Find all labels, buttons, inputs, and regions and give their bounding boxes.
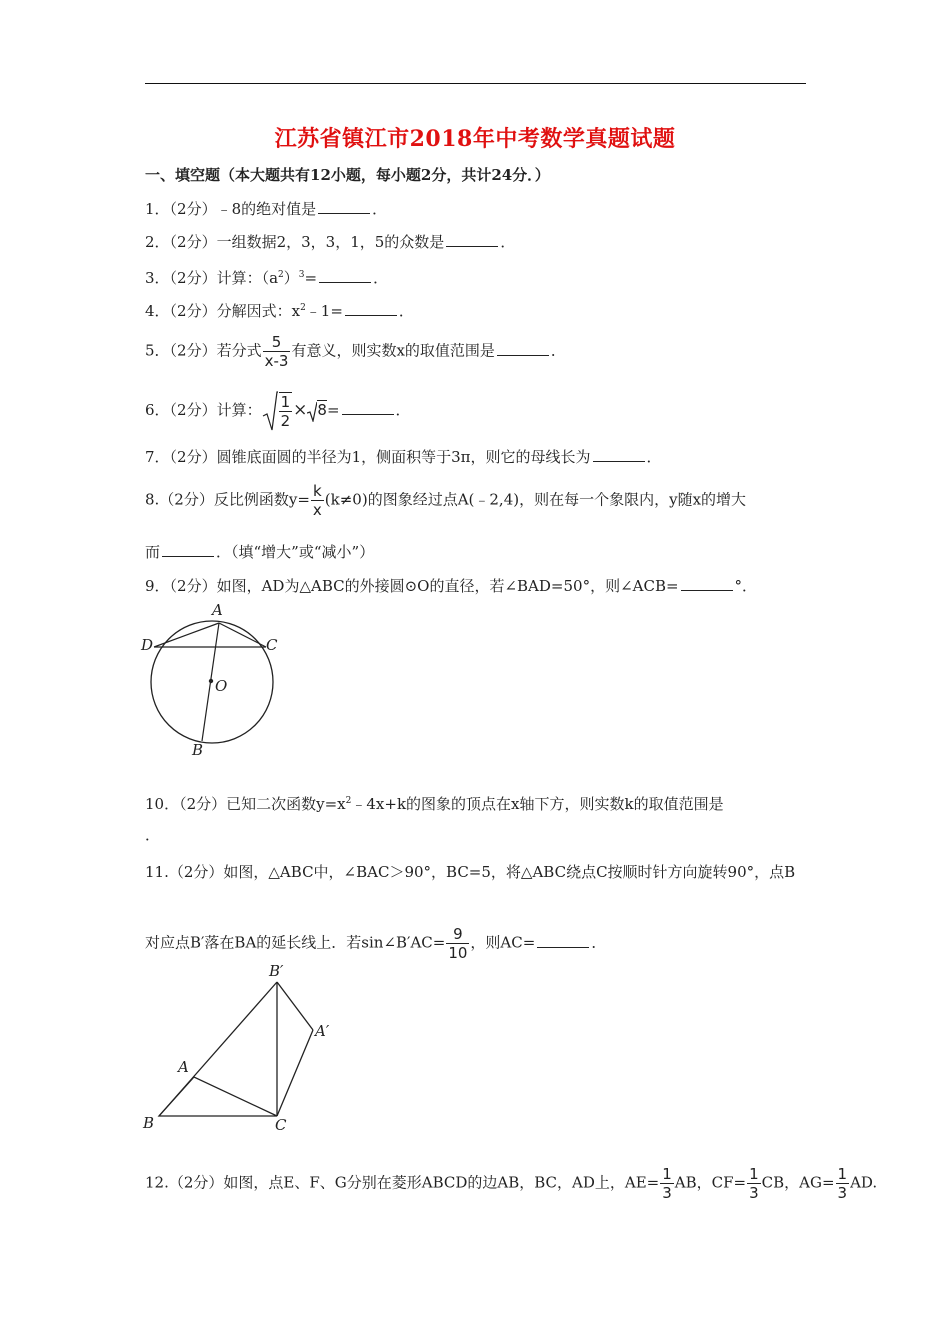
radicand: 8 xyxy=(317,401,327,419)
question-6 xyxy=(145,390,411,432)
label-b-prime: B′ xyxy=(269,962,284,980)
fraction-denominator: 3 xyxy=(749,1184,759,1202)
question-text: 6．（2分）计算： xyxy=(145,401,262,419)
label-a-prime: A′ xyxy=(315,1022,330,1040)
question-4 xyxy=(145,298,414,321)
answer-blank[interactable] xyxy=(162,542,214,557)
question-text: °． xyxy=(734,577,758,595)
radical-sign-icon xyxy=(262,390,278,432)
label-b: B xyxy=(143,1114,155,1132)
fraction-numerator: 1 xyxy=(837,1165,848,1183)
answer-blank[interactable] xyxy=(593,447,645,462)
question-text: 3．（2分）计算：（a xyxy=(145,269,279,287)
segment-ac xyxy=(219,623,266,647)
fraction xyxy=(747,1165,761,1202)
fraction-denominator: 2 xyxy=(280,412,291,430)
label-b: B xyxy=(192,741,204,759)
question-text: ． xyxy=(395,401,411,419)
question-2 xyxy=(145,232,515,252)
answer-blank[interactable] xyxy=(497,341,549,356)
question-11: 11.（2分）如图，△ABC中，∠BAC＞90°，BC=5，将△ABC绕点C按顺时针方向旋转90°，点B xyxy=(145,863,796,881)
label-o: O xyxy=(215,677,228,695)
question-text: = xyxy=(304,269,318,287)
question-text: ． xyxy=(372,200,388,218)
fraction-denominator: x-3 xyxy=(264,352,289,370)
exponent: 2 xyxy=(278,270,284,280)
question-text: ． xyxy=(500,233,516,251)
segment-bprime-aprime xyxy=(277,982,313,1030)
question-text: ． xyxy=(550,341,566,360)
question-text: 7．（2分）圆锥底面圆的半径为1，侧面积等于3π，则它的母线长为 xyxy=(145,448,591,466)
question-text: 2．（2分）一组数据2，3，3，1，5的众数是 xyxy=(145,233,445,251)
question-9 xyxy=(145,576,757,596)
exponent: 2 xyxy=(300,303,306,313)
question-8 xyxy=(145,482,746,519)
label-a: A xyxy=(178,1058,189,1076)
question-text: ） xyxy=(283,269,299,287)
question-7 xyxy=(145,447,662,467)
question-11-continued xyxy=(145,925,606,962)
question-text: ． xyxy=(373,269,389,287)
sqrt xyxy=(307,400,327,422)
question-text: 9．（2分）如图，AD为△ABC的外接圆⊙O的直径，若∠BAD=50°，则∠ACB= xyxy=(145,577,679,595)
question-text: 1．（2分）﹣8的绝对值是 xyxy=(145,200,317,218)
question-text: CB，AG= xyxy=(761,1173,835,1192)
question-text: 而 xyxy=(145,543,161,561)
answer-blank[interactable] xyxy=(446,232,498,247)
question-8-continued xyxy=(145,542,374,562)
question-text: AB，CF= xyxy=(674,1173,747,1192)
question-5 xyxy=(145,333,566,370)
fraction xyxy=(446,925,469,962)
figure-9-circle-diagram xyxy=(138,598,288,760)
answer-blank[interactable] xyxy=(681,576,733,591)
section-heading: 一、填空题（本大题共有12小题，每小题2分，共计24分．） xyxy=(145,166,550,184)
fraction xyxy=(263,333,291,370)
fraction-numerator: 1 xyxy=(280,393,291,411)
question-text: (k≠0)的图象经过点A(﹣2,4)，则在每一个象限内，y随x的增大 xyxy=(324,490,747,509)
question-10-continued: ． xyxy=(145,826,161,844)
header-rule xyxy=(145,83,806,84)
label-c: C xyxy=(275,1116,287,1134)
fraction-denominator: 10 xyxy=(448,944,468,962)
exponent: 2 xyxy=(345,796,352,806)
figure-11-rotation-diagram xyxy=(138,960,338,1135)
label-d: D xyxy=(141,636,154,654)
question-1 xyxy=(145,199,387,219)
question-text: 10．（2分）已知二次函数y=x xyxy=(145,795,346,813)
fraction xyxy=(660,1165,674,1202)
exponent: 3 xyxy=(298,270,305,280)
question-text: ．（填“增大”或“减小”） xyxy=(216,543,375,561)
label-a: A xyxy=(212,601,223,619)
answer-blank[interactable] xyxy=(318,199,370,214)
fraction-denominator: 3 xyxy=(837,1184,848,1202)
sqrt-fraction xyxy=(262,390,294,432)
answer-blank[interactable] xyxy=(319,268,371,283)
fraction xyxy=(279,392,293,430)
question-3 xyxy=(145,265,388,288)
fraction xyxy=(311,482,324,519)
question-text: 4．（2分）分解因式：x xyxy=(145,302,301,320)
label-c: C xyxy=(266,636,278,654)
fraction-denominator: x xyxy=(312,501,322,519)
fraction-numerator: 9 xyxy=(453,925,463,943)
fraction-numerator: 5 xyxy=(271,333,282,351)
question-text: ． xyxy=(646,448,662,466)
question-text: ﹣1= xyxy=(305,302,343,320)
center-point xyxy=(209,679,213,683)
answer-blank[interactable] xyxy=(342,400,394,415)
question-text: AD. xyxy=(850,1173,878,1192)
question-text: ，则AC= xyxy=(470,933,536,952)
fraction-denominator: 3 xyxy=(662,1184,672,1202)
fraction-numerator: 1 xyxy=(662,1165,672,1183)
times-sign: × xyxy=(293,400,308,420)
radical-sign-icon xyxy=(307,400,317,422)
question-10 xyxy=(145,791,724,814)
question-text: ． xyxy=(591,933,607,952)
question-text: ﹣4x+k的图象的顶点在x轴下方，则实数k的取值范围是 xyxy=(351,795,724,813)
question-text: 有意义，则实数x的取值范围是 xyxy=(291,341,495,360)
question-text: 12.（2分）如图，点E、F、G分别在菱形ABCD的边AB，BC，AD上，AE= xyxy=(145,1173,660,1192)
fraction xyxy=(836,1165,850,1202)
question-text: 5．（2分）若分式 xyxy=(145,341,262,360)
fraction-numerator: k xyxy=(313,482,322,500)
question-text: ． xyxy=(398,302,414,320)
question-12 xyxy=(145,1165,877,1202)
fraction-numerator: 1 xyxy=(749,1165,759,1183)
page-title: 江苏省镇江市2018年中考数学真题试题 xyxy=(274,126,676,152)
answer-blank[interactable] xyxy=(345,301,397,316)
question-text: = xyxy=(326,401,340,419)
answer-blank[interactable] xyxy=(537,933,589,948)
line-b-bprime xyxy=(159,982,277,1116)
segment-aprime-c xyxy=(277,1030,313,1116)
question-text: 8.（2分）反比例函数y= xyxy=(145,490,310,509)
question-text: 对应点B′落在BA的延长线上．若sin∠B′AC= xyxy=(145,933,446,952)
